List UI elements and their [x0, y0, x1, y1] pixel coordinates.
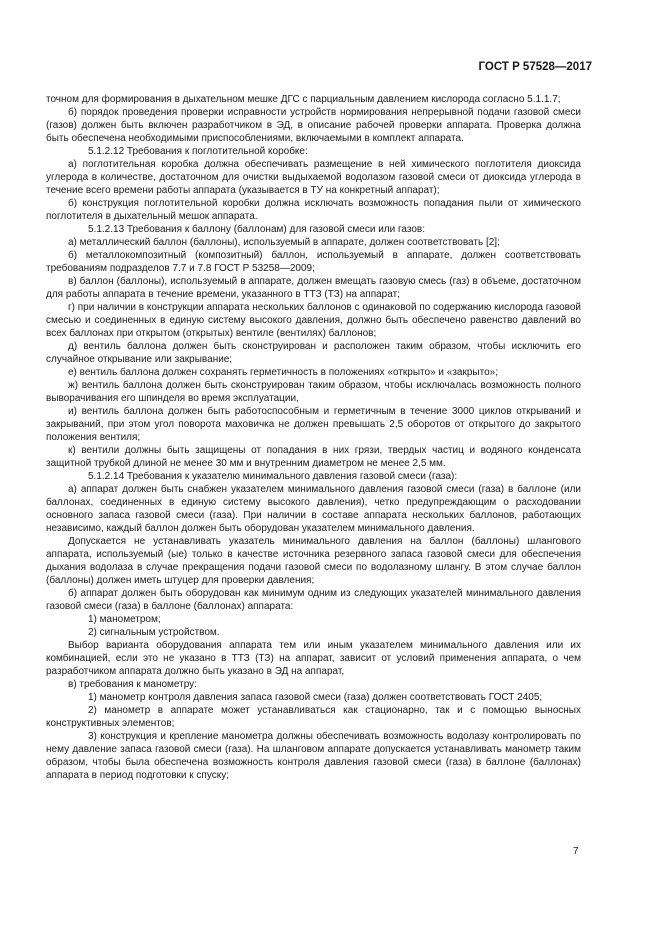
paragraph: точном для формирования в дыхательном мешке ДГС с парциальным давлением кислорода согласно 5.1.1.7;: [46, 94, 561, 105]
paragraph: е) вентиль баллона должен сохранять герметичность в положениях «открыто» и «закрыто»;: [68, 367, 498, 378]
paragraph: 2) манометр в аппарате может устанавливаться как стационарно, так и с помощью выносных конструктивных элементов;: [46, 705, 581, 729]
paragraph: а) поглотительная коробка должна обеспечивать размещение в ней химического поглотителя диоксида углерода в количестве, достаточном для очистки выдыхаемой водолазом газовой смеси от диоксида углерода в течение всего времени работы аппарата (указывается в ТУ на конкретный аппарат);: [46, 159, 581, 196]
paragraph: в) баллон (баллоны), используемый в аппарате, должен вмещать газовую смесь (газ) в объеме, достаточном для работы аппарата в течение времени, указанного в ТТЗ (ТЗ) на аппарат;: [46, 276, 581, 300]
paragraph: а) металлический баллон (баллоны), используемый в аппарате, должен соответствовать [2];: [68, 237, 500, 248]
paragraph: Допускается не устанавливать указатель минимального давления на баллон (баллоны) шлангового аппарата, используемый (ые) только в качестве источника резервного запаса газовой смеси для обеспечения дыхания водолаза в случае прекращения подачи газовой смеси по водолазному шлангу. В этом случае баллон (баллоны) должен иметь штуцер для проверки давления;: [46, 536, 581, 586]
paragraph: 1) манометр контроля давления запаса газовой смеси (газа) должен соответствовать ГОСТ 2405;: [88, 692, 543, 703]
standard-header: ГОСТ Р 57528—2017: [478, 61, 592, 73]
paragraph: а) аппарат должен быть снабжен указателем минимального давления газовой смеси (газа) в баллоне (или баллонах, соединенных в единую систему высокого давления), четко предупреждающим о расходовании основного запаса газовой смеси (газа). При наличии в составе аппарата нескольких баллонов, работающих независимо, каждый баллон должен быть оборудован указателем минимального давления.: [46, 484, 581, 534]
paragraph: 5.1.2.12 Требования к поглотительной коробке:: [88, 146, 308, 157]
paragraph: Выбор варианта оборудования аппарата тем или иным указателем минимального давления или их комбинацией, если это не указано в ТТЗ (ТЗ) на аппарат, зависит от условий применения аппарата, о чем разработчиком аппарата должно быть указано в ЭД на аппарат,: [46, 640, 581, 677]
paragraph: 3) конструкция и крепление манометра должны обеспечивать возможность водолазу контролировать по нему давление запаса газовой смеси (газа). На шланговом аппарате допускается устанавливать манометр таким образом, чтобы была обеспечена возможность контроля давления газовой смеси (газа) в баллоне (баллонах) аппарата в период подготовки к спуску;: [46, 731, 581, 781]
paragraph: в) требования к манометру:: [68, 679, 197, 690]
paragraph: б) аппарат должен быть оборудован как минимум одним из следующих указателей минимального давления газовой смеси (газа) в баллоне (баллонах) аппарата:: [46, 588, 581, 612]
paragraph: б) конструкция поглотительной коробки должна исключать возможность попадания пыли от химического поглотителя в дыхательный мешок аппарата.: [46, 198, 581, 222]
paragraph: и) вентиль баллона должен быть работоспособным и герметичным в течение 3000 циклов открываний и закрываний, при этом угол поворота маховичка не должен превышать 2,5 оборотов от открытого до закрытого положения вентиля;: [46, 406, 581, 443]
page-number: 7: [573, 846, 579, 857]
paragraph: г) при наличии в конструкции аппарата нескольких баллонов с одинаковой по содержанию кислорода газовой смесью и соединенных в единую систему высокого давления, должно быть обеспечено равенство давлений во всех баллонах при открытом (открытых) вентиле (вентилях) баллонов;: [46, 302, 581, 339]
paragraph: 5.1.2.14 Требования к указателю минимального давления газовой смеси (газа):: [88, 471, 458, 482]
paragraph: 1) манометром;: [88, 614, 161, 625]
paragraph: 5.1.2.13 Требования к баллону (баллонам) для газовой смеси или газов:: [88, 224, 425, 235]
document-body: [46, 93, 581, 782]
paragraph: д) вентиль баллона должен быть сконструирован и расположен таким образом, чтобы исключить его случайное открывание или закрывание;: [46, 341, 581, 365]
paragraph: б) порядок проведения проверки исправности устройств нормирования непрерывной подачи газовой смеси (газов) должен быть включен разработчиком в ЭД, в описание рабочей проверки аппарата. Проверка должна быть обеспечена необходимыми приспособлениями, включаемыми в комплект аппарата.: [46, 107, 581, 144]
paragraph: ж) вентиль баллона должен быть сконструирован таким образом, чтобы исключалась возможность полного выворачивания его шпинделя во время эксплуатации,: [46, 380, 581, 404]
paragraph: б) металлокомпозитный (композитный) баллон, используемый в аппарате, должен соответствовать требованиям подразделов 7.7 и 7.8 ГОСТ Р 53258—2009;: [46, 250, 581, 274]
paragraph: к) вентили должны быть защищены от попадания в них грязи, твердых частиц и водяного конденсата защитной трубкой длиной не менее 30 мм и внутренним диаметром не менее 2,5 мм.: [46, 445, 581, 469]
paragraph: 2) сигнальным устройством.: [88, 627, 220, 638]
